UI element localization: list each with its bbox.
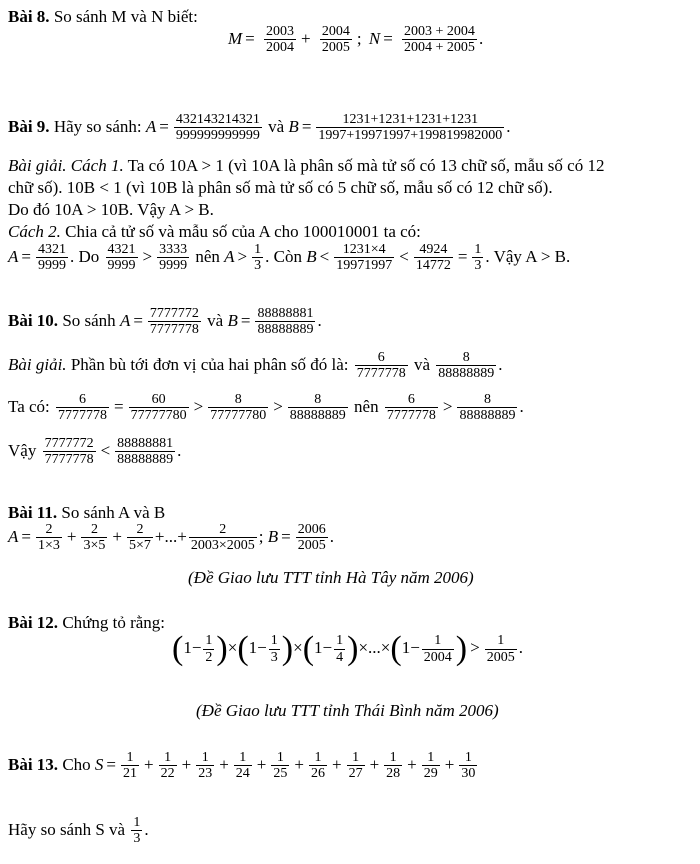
problem-13-heading: Bài 13. Cho S = $\frac{1}{21}$ + $\frac{1}{22}$ + $\frac{1}{23}$ + $\frac{1}{24}$ + $\frac{1}{25}$ + $\frac{1}{26}$ + $\frac{1}{27}$ + $\frac{1}{28}$ + $\frac{1}{29}$ + $\frac{1}{30}$	[8, 750, 479, 782]
fraction-denominator: 25	[273, 766, 288, 782]
problem-9-solution-line1: Bài giải. Cách 1. Ta có 10A > 1 (vì 10A là phân số mà tử số có 13 chữ số, mẫu số có 12	[8, 156, 605, 175]
fraction	[159, 750, 177, 782]
problem-12-label: Bài 12.	[8, 613, 59, 632]
fraction	[422, 750, 440, 782]
fraction: $\frac{88888881}{88888889}$	[117, 436, 174, 468]
fraction-numerator: 1	[422, 750, 440, 766]
fraction: $\frac{1}{2004}$	[423, 633, 452, 665]
fraction: $\frac{8}{88888889}$	[438, 350, 495, 382]
plus-operator: +	[407, 754, 417, 774]
fraction: $\frac{432143214321}{999999999999}$	[175, 112, 260, 144]
fraction: $\frac{8}{77777780}$	[210, 392, 267, 424]
fraction: $\frac{6}{7777778}$	[58, 392, 108, 424]
fraction: $\frac{7777772}{7777778}$	[44, 436, 94, 468]
plus-operator: +	[444, 754, 455, 774]
fraction: $\frac{2004}{2005}$	[321, 24, 350, 56]
fraction-denominator: 23	[198, 766, 213, 782]
fraction	[384, 750, 402, 782]
problem-9-method2: Cách 2. Chia cả tử số và mẫu số của A cho 100010001 ta có:	[8, 222, 421, 241]
fraction-denominator: 30	[461, 766, 476, 782]
fraction: $\frac{1231\times 4}{19971997}$	[336, 242, 393, 274]
plus-operator: +	[219, 754, 229, 774]
fraction: $\frac{4321}{9999}$	[107, 242, 136, 274]
plus-operator: +	[294, 754, 304, 774]
fraction: $\frac{6}{7777778}$	[386, 392, 436, 424]
problem-12-heading: Bài 12. Chứng tỏ rằng:	[8, 613, 166, 632]
fraction: $\frac{6}{7777778}$	[356, 350, 406, 382]
fraction: $\frac{1}{3}$	[254, 242, 262, 274]
fraction-denominator: 22	[160, 766, 175, 782]
problem-10-heading: Bài 10. So sánh A = $\frac{7777772}{7777778}$ và B = $\frac{88888881}{88888889}$ .	[8, 306, 322, 338]
fraction-numerator: 1	[459, 750, 477, 766]
problem-9-solution-line2: chữ số). 10B < 1 (vì 10B là phân số mà tử số có 5 chữ số, mẫu số có 12 chữ số).	[8, 178, 553, 197]
fraction-denominator: 21	[123, 766, 137, 782]
fraction-numerator: 1	[196, 750, 214, 766]
problem-9-heading: Bài 9. Hãy so sánh: A = $\frac{432143214321}{999999999999}$ và B = $\frac{1231+1231+1231+1231}{1997+19971997+199819982000}$ .	[8, 112, 511, 144]
fraction: $\frac{1}{4}$	[336, 633, 344, 665]
problem-8-formula: M = $\frac{2003}{2004}$ + $\frac{2004}{2005}$ ; N = $\frac{2003 + 2004}{2004 + 2005}$ .	[228, 24, 484, 56]
fraction: $\frac{4321}{9999}$	[37, 242, 66, 274]
problem-10-label: Bài 10.	[8, 310, 59, 330]
fraction: $\frac{88888881}{88888889}$	[257, 306, 314, 338]
problem-8-heading	[8, 6, 198, 27]
plus-operator: +	[144, 754, 154, 774]
fraction: $\frac{1}{3}$	[133, 815, 141, 847]
fraction	[459, 750, 477, 782]
problem-12-formula: (1− $\frac{1}{2}$ )×(1− $\frac{1}{3}$ )×(1− $\frac{1}{4}$ )×...×(1− $\frac{1}{2004}$ ) > $\frac{1}{2005}$ .	[172, 630, 523, 667]
problem-8-text: So sánh M và N biết:	[53, 7, 198, 26]
fraction: $\frac{1}{2}$	[205, 633, 213, 665]
problem-10-conclusion: Vậy $\frac{7777772}{7777778}$ < $\frac{88888881}{88888889}$ .	[8, 436, 182, 468]
fraction: $\frac{3333}{9999}$	[159, 242, 188, 274]
fraction-denominator: 27	[348, 766, 363, 782]
problem-13-question: Hãy so sánh S và $\frac{1}{3}$ .	[8, 815, 149, 847]
fraction: $\frac{7777772}{7777778}$	[149, 306, 199, 338]
problem-10-comparison: Ta có: $\frac{6}{7777778}$ = $\frac{60}{77777780}$ > $\frac{8}{77777780}$ > $\frac{8}{88888889}$ nên $\frac{6}{7777778}$ > $\frac{8}{88888889}$ .	[8, 392, 524, 424]
fraction: $\frac{2003}{2004}$	[266, 24, 295, 56]
fraction: $\frac{2}{1\times 3}$	[37, 522, 60, 554]
fraction: $\frac{8}{88888889}$	[289, 392, 346, 424]
fraction: $\frac{2}{2003\times 2005}$	[190, 522, 255, 554]
fraction-denominator: 24	[235, 766, 250, 782]
fraction: $\frac{1231+1231+1231+1231}{1997+19971997+199819982000}$	[318, 112, 503, 144]
fraction: $\frac{1}{3}$	[270, 633, 278, 665]
problem-11-source: (Đề Giao lưu TTT tỉnh Hà Tây năm 2006)	[188, 568, 474, 587]
problem-11-heading: Bài 11. So sánh A và B	[8, 503, 166, 522]
problem-9-label: Bài 9.	[8, 116, 50, 136]
fraction: $\frac{8}{88888889}$	[459, 392, 516, 424]
problem-13-label: Bài 13.	[8, 754, 59, 774]
fraction: $\frac{2003 + 2004}{2004 + 2005}$	[404, 24, 475, 56]
fraction	[309, 750, 327, 782]
fraction-numerator: 1	[384, 750, 402, 766]
fraction-numerator: 1	[234, 750, 252, 766]
fraction: $\frac{4924}{14772}$	[415, 242, 451, 274]
fraction-denominator: 28	[386, 766, 401, 782]
problem-10-solution: Bài giải. Phần bù tới đơn vị của hai phân số đó là: $\frac{6}{7777778}$ và $\frac{8}{88888889}$ .	[8, 350, 503, 382]
fraction	[196, 750, 214, 782]
fraction-numerator: 1	[347, 750, 365, 766]
problem-8-label: Bài 8.	[8, 7, 50, 26]
problem-12-source: (Đề Giao lưu TTT tỉnh Thái Bình năm 2006)	[196, 701, 499, 720]
problem-11-label: Bài 11.	[8, 503, 58, 522]
fraction-numerator: 1	[159, 750, 177, 766]
fraction-numerator: 1	[271, 750, 289, 766]
problem-9-method2-formula: A = $\frac{4321}{9999}$ . Do $\frac{4321}{9999}$ > $\frac{3333}{9999}$ nên A > $\frac{1}{3}$ . Còn B < $\frac{1231\times 4}{19971997}$ < $\frac{4924}{14772}$ = $\frac{1}{3}$ . Vậy A > B.	[8, 242, 571, 274]
fraction-denominator: 26	[310, 766, 325, 782]
fraction-denominator: 29	[423, 766, 438, 782]
fraction: $\frac{2}{3\times 5}$	[83, 522, 106, 554]
fraction-numerator: 1	[121, 750, 139, 766]
fraction-numerator: 1	[309, 750, 327, 766]
fraction: $\frac{2}{5\times 7}$	[128, 522, 151, 554]
fraction: $\frac{1}{3}$	[474, 242, 482, 274]
fraction	[347, 750, 365, 782]
fraction	[121, 750, 139, 782]
plus-operator: +	[369, 754, 380, 774]
problem-9-solution-line3: Do đó 10A > 10B. Vậy A > B.	[8, 200, 214, 219]
fraction	[271, 750, 289, 782]
problem-11-formula: A = $\frac{2}{1\times 3}$ + $\frac{2}{3\times 5}$ + $\frac{2}{5\times 7}$ +...+ $\frac{2}{2003\times 2005}$ ; B = $\frac{2006}{2005}$ .	[8, 522, 334, 554]
fraction: $\frac{1}{2005}$	[486, 633, 515, 665]
fraction: $\frac{2006}{2005}$	[297, 522, 326, 554]
plus-operator: +	[331, 754, 342, 774]
fraction	[234, 750, 252, 782]
plus-operator: +	[256, 754, 267, 774]
plus-operator: +	[181, 754, 192, 774]
fraction: $\frac{60}{77777780}$	[130, 392, 187, 424]
fraction-denominator: 3	[133, 831, 141, 847]
